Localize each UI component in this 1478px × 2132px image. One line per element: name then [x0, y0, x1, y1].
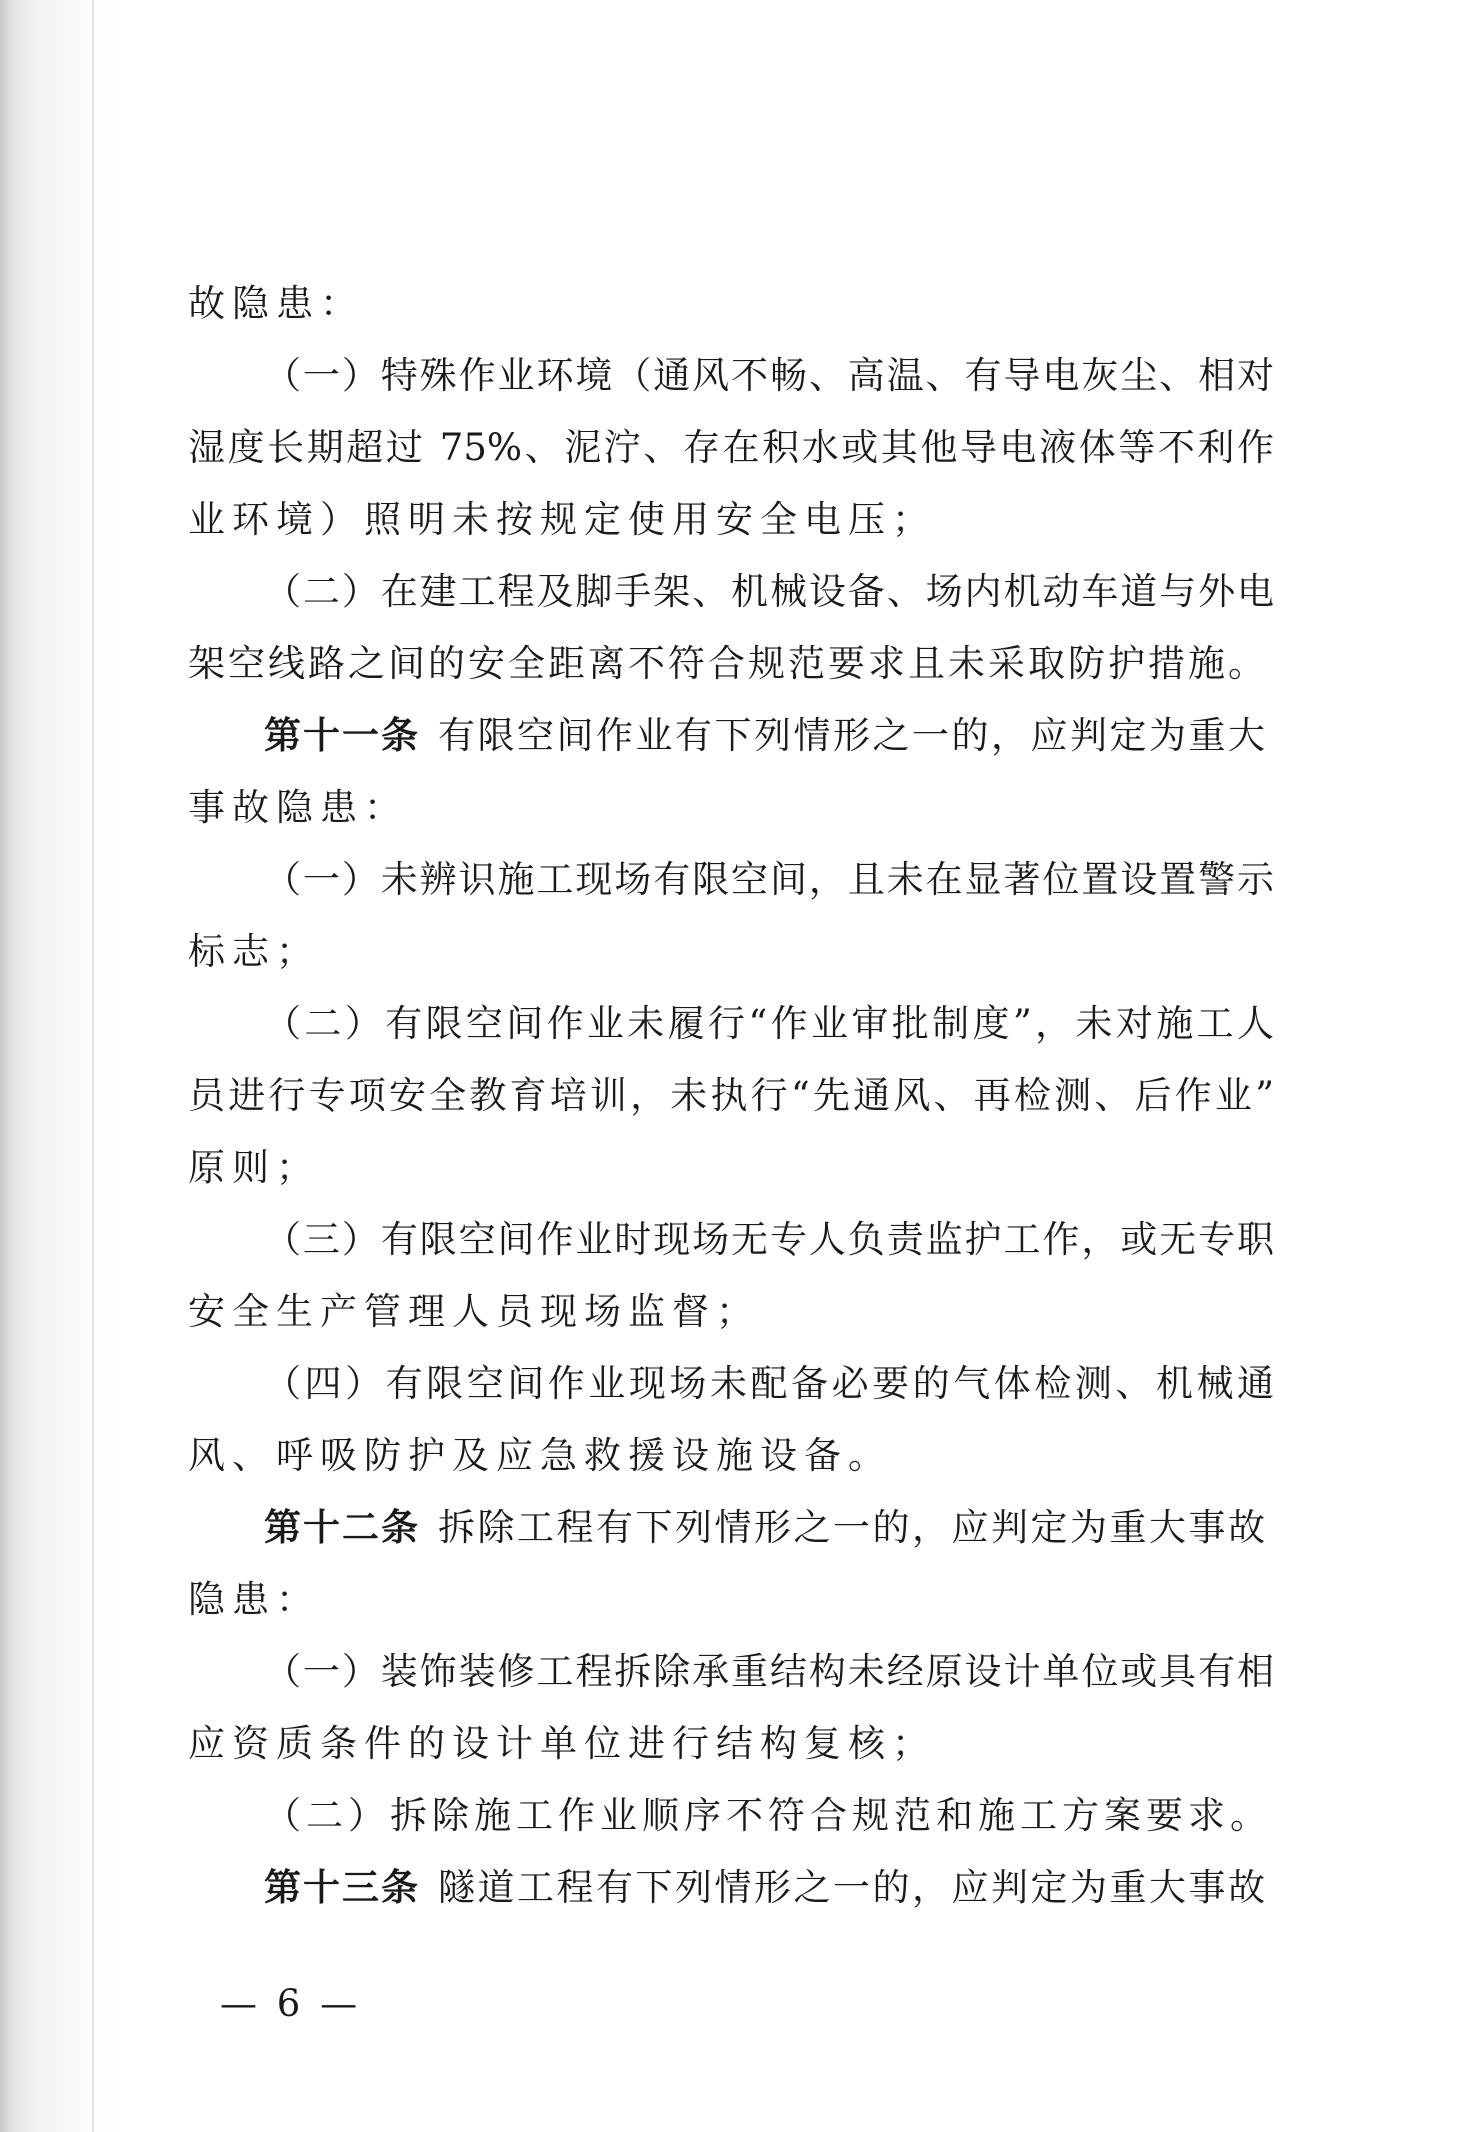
- text-line-4: 业环境）照明未按规定使用安全电压；: [188, 498, 936, 541]
- text-line-22: （二）拆除施工作业顺序不符合规范和施工方案要求。: [264, 1794, 1272, 1837]
- text-line-6: 架空线路之间的安全距离不符合规范要求且未采取防护措施。: [188, 642, 1268, 685]
- text-line-12: 员进行专项安全教育培训，未执行“先通风、再检测、后作业”: [188, 1074, 1274, 1117]
- text-line-20: （一）装饰装修工程拆除承重结构未经原设计单位或具有相: [264, 1650, 1274, 1693]
- text-line-1: 故隐患：: [188, 282, 364, 325]
- text-line-9: （一）未辨识施工现场有限空间，且未在显著位置设置警示: [264, 858, 1274, 901]
- text-line-14: （三）有限空间作业时现场无专人负责监护工作，或无专职: [264, 1218, 1274, 1261]
- text-line-11: （二）有限空间作业未履行“作业审批制度”，未对施工人: [264, 1002, 1274, 1045]
- article-number: 第十三条: [264, 1866, 420, 1909]
- binding-line: [92, 0, 94, 2132]
- text-line-19: 隐患：: [188, 1578, 320, 1621]
- article-13-heading: 第十三条 隧道工程有下列情形之一的，应判定为重大事故: [264, 1866, 1268, 1909]
- article-number: 第十一条: [264, 714, 420, 757]
- text-line-8: 事故隐患：: [188, 786, 408, 829]
- text-line-10: 标志；: [188, 930, 320, 973]
- page-number: — 6 —: [220, 1982, 362, 2025]
- body-text: [188, 268, 1274, 1924]
- article-number: 第十二条: [264, 1506, 420, 1549]
- text-line-15: 安全生产管理人员现场监督；: [188, 1290, 760, 1333]
- article-12-heading: 第十二条 拆除工程有下列情形之一的，应判定为重大事故: [264, 1506, 1268, 1549]
- binding-shadow: [0, 0, 120, 2132]
- text-line-16: （四）有限空间作业现场未配备必要的气体检测、机械通: [264, 1362, 1274, 1405]
- text-line-5: （二）在建工程及脚手架、机械设备、场内机动车道与外电: [264, 570, 1274, 613]
- article-11-heading: 第十一条 有限空间作业有下列情形之一的，应判定为重大: [264, 714, 1268, 757]
- text-line-3: 湿度长期超过 75%、泥泞、存在积水或其他导电液体等不利作: [188, 426, 1274, 469]
- text-line-17: 风、呼吸防护及应急救援设施设备。: [188, 1434, 892, 1477]
- text-line-13: 原则；: [188, 1146, 320, 1189]
- text-line-2: （一）特殊作业环境（通风不畅、高温、有导电灰尘、相对: [264, 354, 1274, 397]
- text-line-21: 应资质条件的设计单位进行结构复核；: [188, 1722, 936, 1765]
